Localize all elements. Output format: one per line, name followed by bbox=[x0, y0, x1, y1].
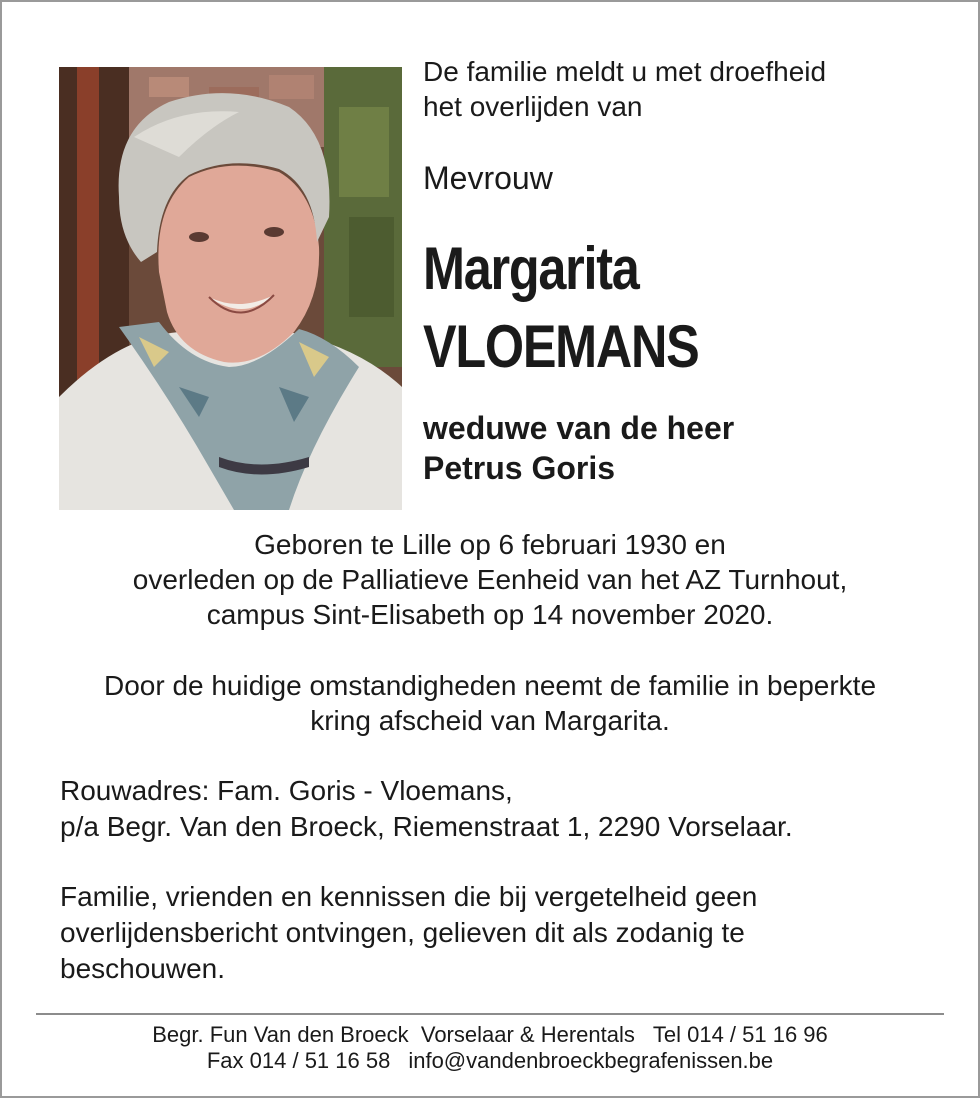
farewell-text bbox=[40, 668, 940, 738]
mourning-address bbox=[60, 773, 793, 845]
first-name: Margarita bbox=[423, 235, 639, 302]
widow-of bbox=[423, 408, 734, 488]
text-line: Door de huidige omstandigheden neemt de familie in beperkte bbox=[103, 670, 877, 701]
text-line: Rouwadres: Fam. Goris - Vloemans, bbox=[60, 775, 513, 806]
text-line: Familie, vrienden en kennissen die bij vergetelheid geen bbox=[60, 881, 758, 912]
birth-death-text bbox=[40, 527, 940, 632]
footer-line-1 bbox=[60, 1021, 920, 1049]
text-line: overlijdensbericht ontvingen, gelieven dit als zodanig te bbox=[60, 917, 745, 948]
portrait-photo bbox=[59, 67, 402, 510]
text-line: kring afscheid van Margarita. bbox=[310, 705, 670, 736]
intro-line: De familie meldt u met droefheid bbox=[423, 56, 827, 87]
widow-line: weduwe van de heer bbox=[423, 410, 735, 446]
honorific: Mevrouw bbox=[423, 160, 553, 196]
text-line: Geboren te Lille op 6 februari 1930 en bbox=[254, 529, 726, 560]
last-name: VLOEMANS bbox=[423, 313, 699, 380]
funeral-home-name: Begr. Fun Van den Broeck Vorselaar & Herentals bbox=[152, 1022, 635, 1047]
intro-line: het overlijden van bbox=[423, 91, 643, 122]
text-line: beschouwen. bbox=[60, 953, 226, 984]
footer-divider bbox=[36, 1013, 944, 1015]
deceased-name bbox=[423, 230, 699, 386]
text-line: overleden op de Palliatieve Eenheid van het AZ Turnhout, bbox=[132, 564, 848, 595]
text-line: campus Sint-Elisabeth op 14 november 2020. bbox=[206, 599, 774, 630]
email-address: info@vandenbroeckbegrafenissen.be bbox=[408, 1048, 774, 1073]
footer-line-2 bbox=[60, 1047, 920, 1075]
intro-text bbox=[423, 54, 826, 124]
fax-number: Fax 014 / 51 16 58 bbox=[206, 1048, 391, 1073]
notice-text bbox=[60, 879, 757, 987]
spouse-name: Petrus Goris bbox=[423, 450, 616, 486]
text-line: p/a Begr. Van den Broeck, Riemenstraat 1, 2290 Vorselaar. bbox=[60, 811, 793, 842]
phone-number: Tel 014 / 51 16 96 bbox=[652, 1022, 828, 1047]
